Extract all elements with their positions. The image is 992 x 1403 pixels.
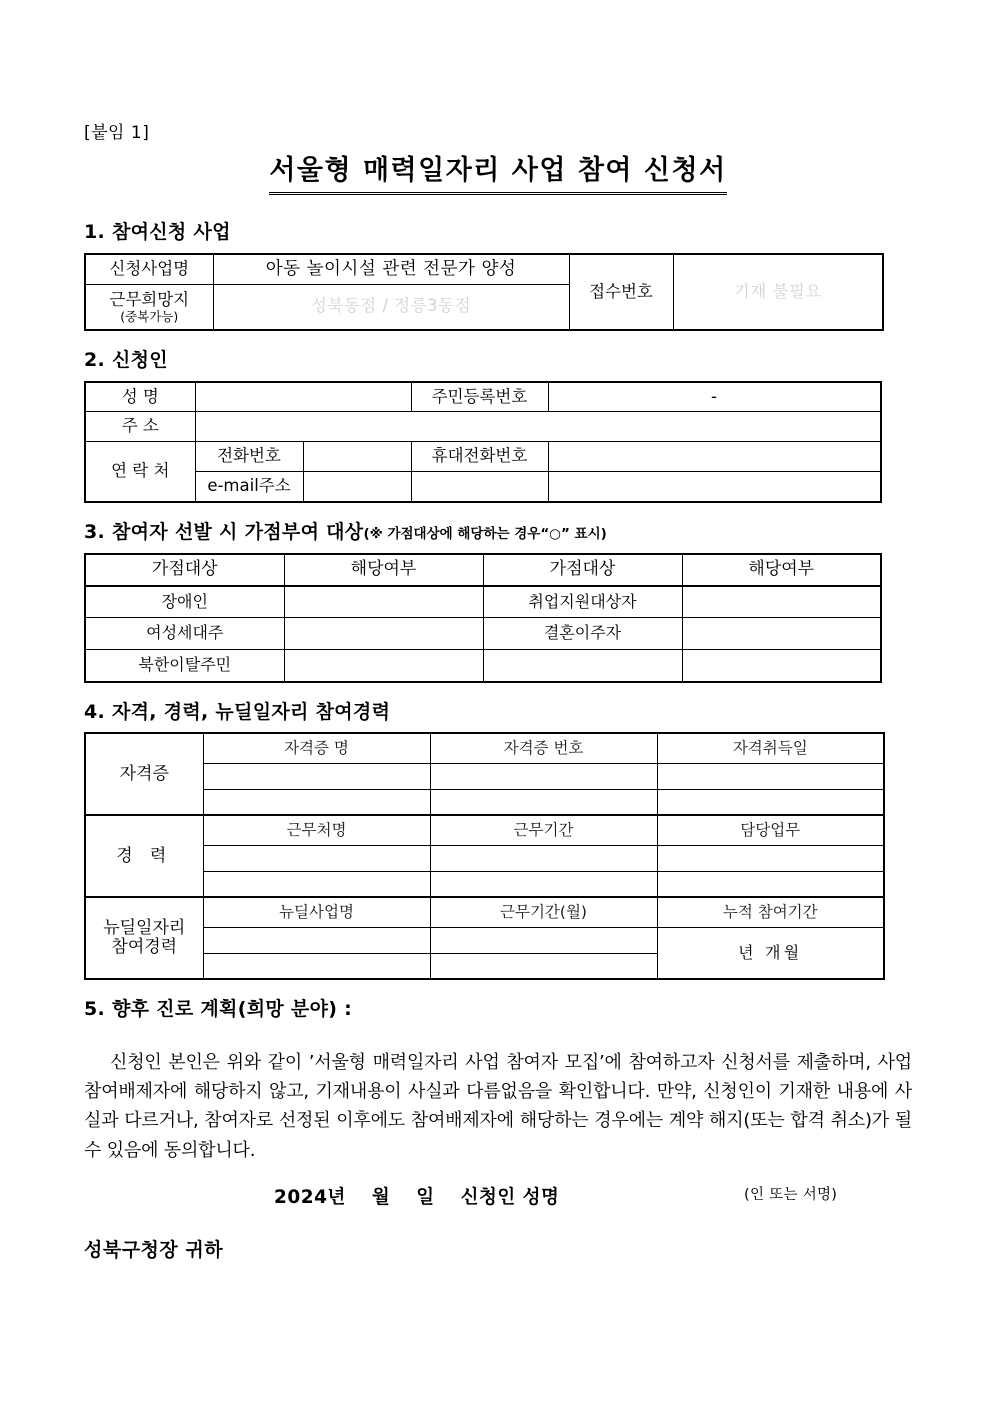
signature-day: 일 (416, 1186, 435, 1208)
section-2-table (84, 381, 882, 503)
bonus-check-female-head[interactable] (284, 618, 483, 650)
cumulative-period-header: 누적 참여기간 (657, 897, 884, 927)
certificate-date-input[interactable] (657, 763, 884, 789)
certificate-date-input-2[interactable] (657, 789, 884, 815)
applicable-header-1: 해당여부 (284, 554, 483, 586)
bonus-check-disabled[interactable] (284, 586, 483, 618)
addressee-line: 성북구청장 귀하 (84, 1238, 224, 1261)
signature-year: 2024년 (274, 1186, 346, 1208)
table-row (85, 586, 881, 618)
work-place-label (85, 284, 213, 330)
workplace-name-input[interactable] (203, 845, 430, 871)
group-label-certificate: 자격증 (85, 733, 203, 815)
signature-month: 월 (371, 1186, 391, 1208)
newdeal-project-header: 뉴딜사업명 (203, 897, 430, 927)
biz-name-value: 아동 놀이시설 관련 전문가 양성 (213, 254, 569, 284)
signature-line (84, 1183, 912, 1213)
bonus-item-employment-support: 취업지원대상자 (483, 586, 682, 618)
bonus-item-defector: 북한이탈주민 (85, 650, 284, 682)
applicable-header-2: 해당여부 (682, 554, 881, 586)
certificate-date-header: 자격취득일 (657, 733, 884, 763)
table-header-row (85, 733, 884, 763)
section-5-heading: 5. 향후 진로 계획(희망 분야) : (84, 998, 353, 1021)
work-place-input[interactable]: 성북동점 / 정릉3동점 (213, 284, 569, 330)
rrn-input[interactable]: - (548, 382, 881, 412)
table-header-row (85, 897, 884, 927)
table-row (85, 472, 881, 502)
group-label-newdeal-line1: 뉴딜일자리 (103, 917, 186, 938)
phone-input[interactable] (303, 442, 411, 472)
table-row (85, 442, 881, 472)
section-3-note: (※ 가점대상에 해당하는 경우“○” 표시) (363, 525, 607, 542)
mobile-input[interactable] (548, 442, 881, 472)
table-row (85, 845, 884, 871)
duty-input[interactable] (657, 845, 884, 871)
bonus-item-empty (483, 650, 682, 682)
certificate-name-input-2[interactable] (203, 789, 430, 815)
bonus-target-header-2: 가점대상 (483, 554, 682, 586)
table-row (85, 789, 884, 815)
table-row (85, 254, 883, 284)
newdeal-period-header: 근무기간(월) (430, 897, 657, 927)
declaration-block (84, 1048, 912, 1165)
address-label: 주 소 (85, 412, 195, 442)
group-label-newdeal (85, 897, 203, 979)
section-3-heading-text: 3. 참여자 선발 시 가점부여 대상 (84, 520, 364, 543)
contact-label: 연 락 처 (85, 442, 195, 502)
document-title-container (84, 155, 912, 195)
table-row (85, 412, 881, 442)
certificate-number-input[interactable] (430, 763, 657, 789)
email-label: e-mail주소 (195, 472, 303, 502)
table-row (85, 927, 884, 953)
table-row (85, 650, 881, 682)
section-2-heading: 2. 신청인 (84, 349, 168, 372)
bonus-target-header-1: 가점대상 (85, 554, 284, 586)
table-header-row (85, 815, 884, 845)
page-title: 서울형 매력일자리 사업 참여 신청서 (269, 155, 726, 195)
newdeal-project-input-2[interactable] (203, 953, 430, 979)
email-input[interactable] (303, 472, 411, 502)
declaration-text: 신청인 본인은 위와 같이 ’서울형 매력일자리 사업 참여자 모집’에 참여하고자 신청서를 제출하며, 사업 참여배제자에 해당하지 않고, 기재내용이 사실과 다름없음을 확인합니다. 만약, 신청인이 기재한 내용에 사실과 다르거나, 참여자로 선정된 이후에도 참여배제자에 해당하는 경우에는 계약 해지(또는 합격 취소)가 될 수 있음에 동의합니다. (84, 1052, 912, 1161)
mobile-label: 휴대전화번호 (411, 442, 548, 472)
signature-date-group (274, 1183, 559, 1209)
work-place-label-text: 근무희망지 (109, 289, 190, 309)
biz-name-label: 신청사업명 (85, 254, 213, 284)
bonus-check-marriage-migrant[interactable] (682, 618, 881, 650)
work-place-sublabel: (중복가능) (120, 308, 179, 324)
bonus-item-disabled: 장애인 (85, 586, 284, 618)
certificate-number-header: 자격증 번호 (430, 733, 657, 763)
receipt-no-placeholder: 기재 불필요 (673, 254, 883, 330)
email-spacer-2 (548, 472, 881, 502)
section-4-heading: 4. 자격, 경력, 뉴딜일자리 참여경력 (84, 700, 391, 723)
duty-header: 담당업무 (657, 815, 884, 845)
bonus-item-marriage-migrant: 결혼이주자 (483, 618, 682, 650)
bonus-item-female-head: 여성세대주 (85, 618, 284, 650)
email-spacer-1 (411, 472, 548, 502)
section-1-heading: 1. 참여신청 사업 (84, 221, 231, 244)
name-label: 성 명 (85, 382, 195, 412)
seal-note: (인 또는 서명) (744, 1186, 838, 1203)
certificate-name-input[interactable] (203, 763, 430, 789)
newdeal-project-input[interactable] (203, 927, 430, 953)
address-input[interactable] (195, 412, 881, 442)
attachment-tag: [붙임 1] (84, 123, 150, 143)
applicant-name-label: 신청인 성명 (460, 1186, 560, 1208)
name-input[interactable] (195, 382, 411, 412)
work-period-input[interactable] (430, 845, 657, 871)
table-header-row (85, 554, 881, 586)
certificate-number-input-2[interactable] (430, 789, 657, 815)
group-label-newdeal-line2: 참여경력 (111, 937, 178, 958)
receipt-no-label: 접수번호 (569, 254, 673, 330)
section-3-table (84, 553, 882, 683)
table-row (85, 763, 884, 789)
table-row (85, 382, 881, 412)
work-period-input-2[interactable] (430, 871, 657, 897)
bonus-check-defector[interactable] (284, 650, 483, 682)
section-1-table (84, 253, 884, 331)
bonus-check-empty[interactable] (682, 650, 881, 682)
phone-label: 전화번호 (195, 442, 303, 472)
cumulative-period-value[interactable]: 년 개월 (657, 927, 884, 979)
certificate-name-header: 자격증 명 (203, 733, 430, 763)
section-4-table (84, 732, 885, 980)
newdeal-period-input-2[interactable] (430, 953, 657, 979)
table-row (85, 618, 881, 650)
newdeal-period-input[interactable] (430, 927, 657, 953)
work-period-header: 근무기간 (430, 815, 657, 845)
rrn-label: 주민등록번호 (411, 382, 548, 412)
workplace-name-header: 근무처명 (203, 815, 430, 845)
duty-input-2[interactable] (657, 871, 884, 897)
workplace-name-input-2[interactable] (203, 871, 430, 897)
group-label-career: 경 력 (85, 815, 203, 897)
table-row (85, 871, 884, 897)
section-3-heading (84, 521, 912, 545)
bonus-check-employment-support[interactable] (682, 586, 881, 618)
